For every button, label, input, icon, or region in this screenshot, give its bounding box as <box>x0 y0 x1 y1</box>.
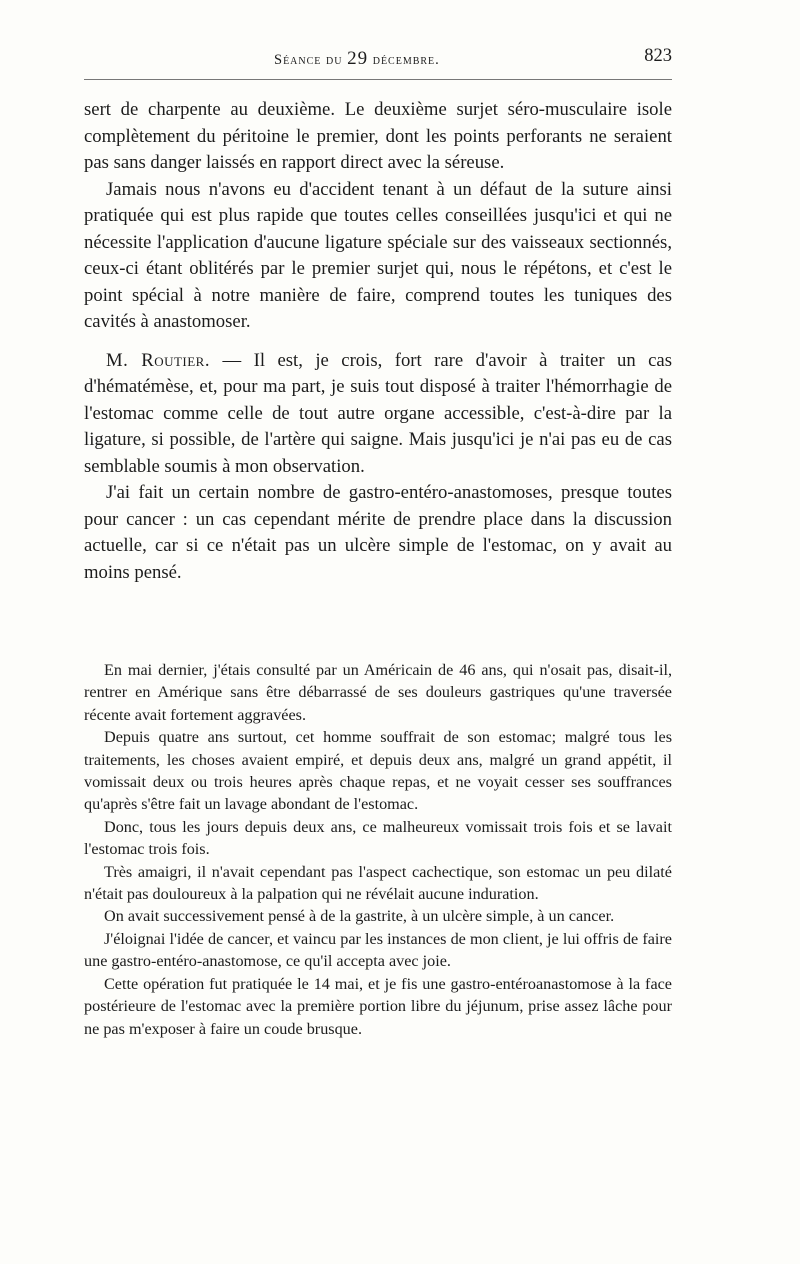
main-paragraph-4: J'ai fait un certain nombre de gastro-entéro-anastomoses, presque toutes pour cancer : un cas cependant mérite de prendre place dans la discussion actuelle, car si ce n'était pas un ulcère simple de l'estomac, on y avait au moins pensé. <box>84 482 672 583</box>
case-paragraph-7: Cette opération fut pratiquée le 14 mai, et je fis une gastro-entéroanastomose à la face postérieure de l'estomac avec la première portion libre du jéjunum, prise assez lâche pour ne pas m'exposer à faire un coude brusque. <box>84 974 672 1038</box>
main-paragraph-2: Jamais nous n'avons eu d'accident tenant à un défaut de la suture ainsi pratiquée qui est plus rapide que toutes celles conseillées jusqu'ici et qui ne nécessite l'application d'aucune ligature spéciale sur des vaisseaux sectionnés, ceux-ci étant oblitérés par le premier surjet qui, nous le répétons, et c'est le point spécial à notre manière de faire, comprend toutes les tuniques des cavités à anastomoser. <box>84 178 672 332</box>
running-head-prefix: Séance du <box>274 52 348 68</box>
case-paragraph-1: En mai dernier, j'étais consulté par un Américain de 46 ans, qui n'osait pas, disait-il, rentrer en Amérique sans être débarrassé de ses douleurs gastriques qu'une traversée récente avait fortement aggravées. <box>84 661 672 724</box>
main-text <box>84 97 672 586</box>
speaker-name: M. Routier. <box>106 349 211 371</box>
case-paragraph-2: Depuis quatre ans surtout, cet homme souffrait de son estomac; malgré tous les traitements, les choses avaient empiré, et depuis deux ans, malgré un grand appétit, il vomissait deux ou trois heures après chaque repas, et ne voyait cesser ses souffrances qu'après s'être fait un lavage abondant de l'estomac. <box>84 728 672 814</box>
case-paragraph-5: On avait successivement pensé à de la gastrite, à un ulcère simple, à un cancer. <box>104 907 615 926</box>
running-head-number: 29 <box>347 48 369 69</box>
page-header <box>84 40 672 90</box>
running-head <box>274 48 440 70</box>
page-number: 823 <box>644 46 672 66</box>
main-paragraph-1: sert de charpente au deuxième. Le deuxième surjet séro-musculaire isole complètement du péritoine le premier, dont les points perforants ne seraient pas sans danger laissés en rapport direct avec la séreuse. <box>84 99 672 173</box>
running-head-suffix: décembre. <box>368 52 440 68</box>
case-report <box>84 659 672 1040</box>
main-paragraph-3 <box>84 348 672 481</box>
case-paragraph-3: Donc, tous les jours depuis deux ans, ce malheureux vomissait trois fois et se lavait l'estomac trois fois. <box>84 817 672 859</box>
header-rule <box>84 79 672 80</box>
case-paragraph-6: J'éloignai l'idée de cancer, et vaincu par les instances de mon client, je lui offris de faire une gastro-entéro-anastomose, ce qu'il accepta avec joie. <box>84 929 672 971</box>
speaker-text: — Il est, je crois, fort rare d'avoir à traiter un cas d'hématémèse, et, pour ma part, je suis tout disposé à traiter l'hémorrhagie de l'estomac comme celle de tout autre organe accessible, c'est-à-dire par la ligature, si possible, de l'artère qui saigne. Mais jusqu'ici je n'ai pas eu de cas semblable soumis à mon observation. <box>84 349 672 477</box>
case-paragraph-4: Très amaigri, il n'avait cependant pas l'aspect cachectique, son estomac un peu dilaté n'était pas douloureux à la palpation qui ne révélait aucune induration. <box>84 862 672 904</box>
